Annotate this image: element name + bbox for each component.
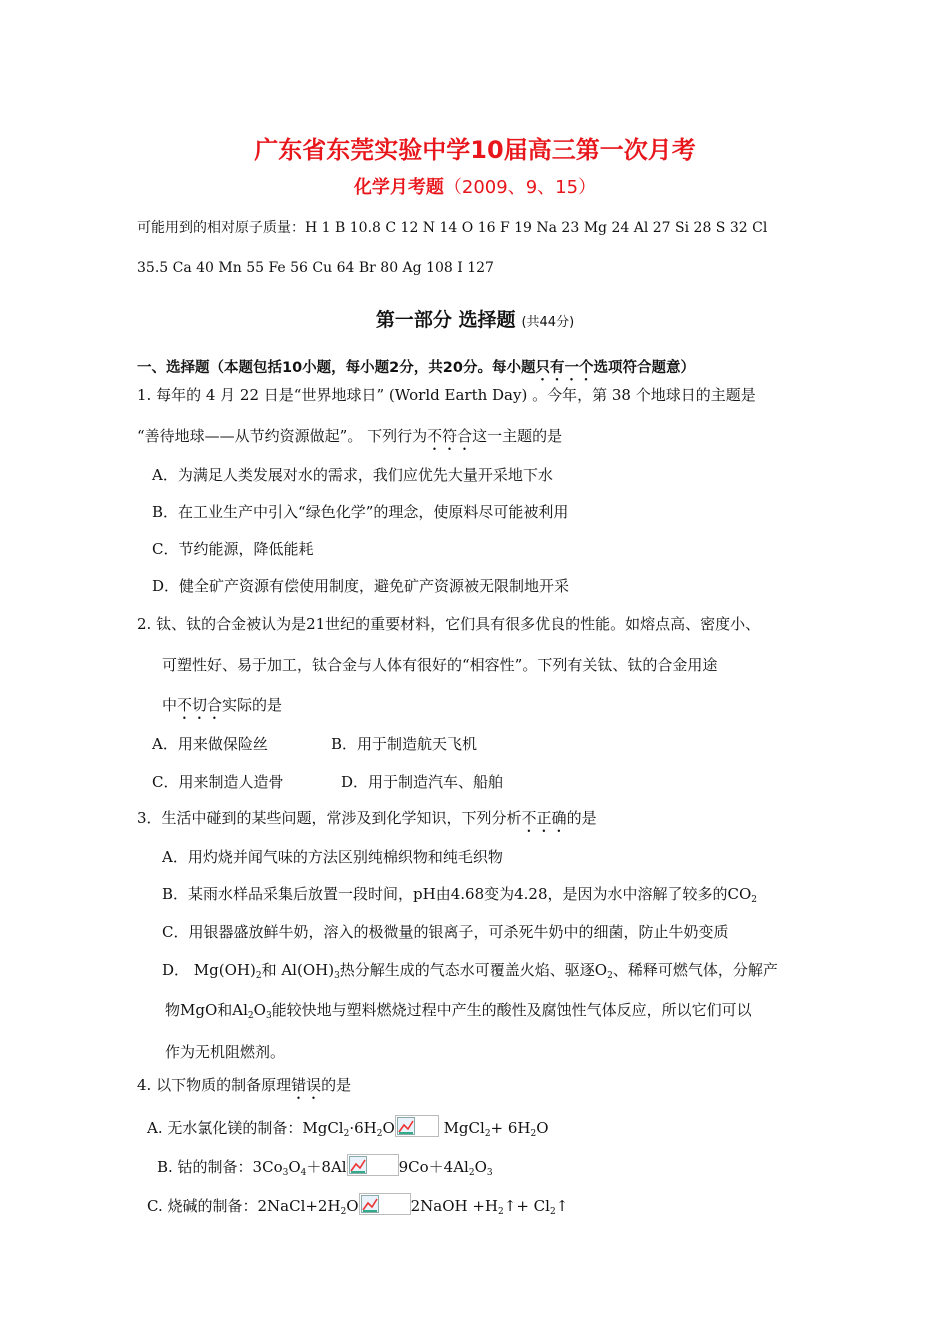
q4-a-b: ·6H <box>349 1119 377 1137</box>
q3-d2-c: 能较快地与塑料燃烧过程中产生的酸性及腐蚀性气体反应，所以它们可以 <box>271 1001 752 1019</box>
q4-stem-emphasis: 错误 <box>291 1076 322 1094</box>
q4-a-a: A. 无水氯化镁的制备：MgCl <box>147 1119 344 1137</box>
q4-a-e: + 6H <box>490 1119 531 1137</box>
q4-c-sub1: 2 <box>340 1207 347 1217</box>
q3-option-d-line-3: 作为无机阻燃剂。 <box>165 1043 286 1061</box>
q3-d2-sub1: 2 <box>247 1011 254 1021</box>
q4-b-a: B. 钴的制备：3Co <box>157 1158 283 1176</box>
q4-a-d: MgCl <box>438 1119 485 1137</box>
q3-option-b-text: B．某雨水样品采集后放置一段时间，pH由4.68变为4.28，是因为水中溶解了较多的CO <box>162 885 752 903</box>
q1-stem-emphasis: 不符合 <box>427 427 473 445</box>
q3-d1-sub1: 2 <box>255 971 262 981</box>
q4-a-f: O <box>536 1119 549 1137</box>
q4-option-a <box>147 1115 549 1138</box>
q4-c-sub2: 2 <box>498 1207 504 1217</box>
q2-option-a: A．用来做保险丝 <box>152 735 268 753</box>
q1-stem-line-2 <box>137 426 562 454</box>
q4-c-d: ↑+ Cl <box>503 1197 550 1215</box>
q4-a-sub3: 2 <box>484 1129 491 1139</box>
q3-d1-b: 和 Al(OH) <box>261 961 335 979</box>
q1-stem-b: 这一主题的是 <box>472 427 563 445</box>
subtitle-main: 化学月考题 <box>353 177 444 198</box>
q4-c-c: 2NaOH +H <box>410 1197 499 1215</box>
q3-option-b-sub: 2 <box>751 895 758 905</box>
q4-b-b: O <box>288 1158 301 1176</box>
part-heading <box>0 305 950 332</box>
q2-stem-line-3 <box>162 695 282 723</box>
part-title: 第一部分 选择题 <box>375 309 516 331</box>
q3-stem-emphasis: 不正确 <box>521 809 567 827</box>
q2-stem-line-1: 2. 钛、钛的合金被认为是21世纪的重要材料，它们具有很多优良的性能。如熔点高、密度小、 <box>137 615 761 633</box>
q2-option-c: C．用来制造人造骨 <box>152 773 284 791</box>
q3-option-b <box>162 884 757 904</box>
q4-b-sub4: 3 <box>486 1168 493 1178</box>
q3-d1-d: 、稀释可燃气体，分解产 <box>612 961 778 979</box>
q4-b-e: O <box>474 1158 487 1176</box>
q4-b-c: ＋8Al <box>306 1158 347 1176</box>
q4-b-sub3: 2 <box>468 1168 475 1178</box>
subtitle-date: （2009、9、15） <box>443 177 597 198</box>
q1-option-c: C．节约能源，降低能耗 <box>152 540 314 558</box>
q3-d2-a: 物MgO和Al <box>165 1001 248 1019</box>
q4-a-c: O <box>382 1119 395 1137</box>
q4-stem-b: 的是 <box>321 1076 352 1094</box>
document-subtitle <box>0 176 950 200</box>
q2-stem-line-2: 可塑性好、易于加工，钛合金与人体有很好的“相容性”。下列有关钛、钛的合金用途 <box>162 656 718 674</box>
q3-option-a: A．用灼烧并闻气味的方法区别纯棉织物和纯毛织物 <box>162 848 503 866</box>
q4-c-b: O <box>346 1197 359 1215</box>
q4-option-b <box>157 1154 493 1177</box>
q3-d2-sub2: 3 <box>265 1011 272 1021</box>
q4-stem-a: 4. 以下物质的制备原理 <box>137 1076 292 1094</box>
q4-a-sub4: 2 <box>530 1129 537 1139</box>
q1-option-a: A．为满足人类发展对水的需求，我们应优先大量开采地下水 <box>152 466 553 484</box>
q3-stem <box>137 808 597 836</box>
q3-option-d-line-1 <box>162 960 778 980</box>
section-heading-a: 一、选择题（本题包括10小题，每小题2分，共20分。每小题 <box>137 360 536 376</box>
q1-stem-a: “善待地球——从节约资源做起”。 下列行为 <box>137 427 428 445</box>
part-score: (共44分) <box>521 315 575 330</box>
q4-b-sub1: 3 <box>282 1168 289 1178</box>
document-title: 广东省东莞实验中学10届高三第一次月考 <box>254 136 696 164</box>
q3-option-c: C．用银器盛放鲜牛奶，溶入的极微量的银离子，可杀死牛奶中的细菌，防止牛奶变质 <box>162 923 729 941</box>
q3-d1-sub3: 2 <box>607 971 613 981</box>
q1-option-d: D．健全矿产资源有偿使用制度，避免矿产资源被无限制地开采 <box>152 577 570 595</box>
q4-b-d: 9Co＋4Al <box>398 1158 469 1176</box>
broken-image-icon <box>347 1154 399 1176</box>
q2-stem-emphasis: 不切合 <box>177 696 223 714</box>
q1-stem-line-1: 1. 每年的 4 月 22 日是“世界地球日” (World Earth Day) 。今年，第 38 个地球日的主题是 <box>137 386 756 404</box>
q3-stem-b: 的是 <box>566 809 597 827</box>
q4-c-sub3: 2 <box>549 1207 556 1217</box>
section-heading-emphasis: 只有一个 <box>535 360 594 376</box>
q2-stem-b: 实际的是 <box>222 696 283 714</box>
q4-b-sub2: 4 <box>300 1168 307 1178</box>
atomic-masses-line-1: 可能用到的相对原子质量：H 1 B 10.8 C 12 N 14 O 16 F 19 Na 23 Mg 24 Al 27 Si 28 S 32 Cl <box>137 220 768 236</box>
q4-c-a: C. 烧碱的制备：2NaCl+2H <box>147 1197 341 1215</box>
q3-stem-a: 3．生活中碰到的某些问题，常涉及到化学知识，下列分析 <box>137 809 522 827</box>
q3-d1-a: D． Mg(OH) <box>162 961 256 979</box>
atomic-masses-line-2: 35.5 Ca 40 Mn 55 Fe 56 Cu 64 Br 80 Ag 108 I 127 <box>137 260 494 276</box>
q3-d1-sub2: 3 <box>334 971 340 981</box>
q4-a-sub1: 2 <box>343 1129 350 1139</box>
broken-image-icon <box>395 1115 439 1137</box>
q2-option-b: B．用于制造航天飞机 <box>331 735 478 753</box>
q4-option-c <box>147 1193 568 1216</box>
q3-d1-c: 热分解生成的气态水可覆盖火焰、驱逐O <box>339 961 608 979</box>
q1-option-b: B．在工业生产中引入“绿色化学”的理念，使原料尽可能被利用 <box>152 503 569 521</box>
section-heading <box>137 358 695 384</box>
q2-option-d: D．用于制造汽车、船舶 <box>341 773 504 791</box>
q3-option-d-line-2 <box>165 1000 752 1020</box>
section-heading-b: 选项符合题意） <box>593 360 695 376</box>
q4-c-e: ↑ <box>555 1197 569 1215</box>
q4-stem <box>137 1075 351 1103</box>
q4-a-sub2: 2 <box>376 1129 383 1139</box>
q2-stem-a: 中 <box>162 696 178 714</box>
broken-image-icon <box>359 1193 411 1215</box>
q3-d2-b: O <box>253 1001 266 1019</box>
